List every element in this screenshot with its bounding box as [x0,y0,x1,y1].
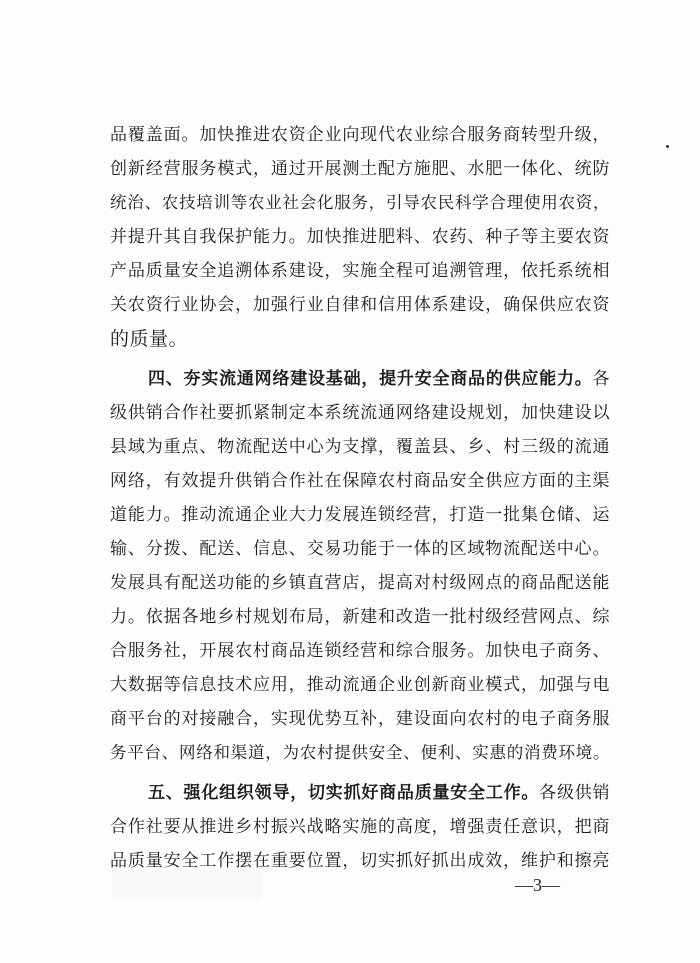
section-5-first-line [110,776,610,810]
section-4-line: 商平台的对接融合，实现优势互补，建设面向农村的电子商务服 [110,709,610,729]
section-4-line: 输、分拨、配送、信息、交易功能于一体的区域物流配送中心。 [110,539,610,559]
section-4-line: 县域为重点、物流配送中心为支撑，覆盖县、乡、村三级的流通 [110,437,610,457]
page-number: —3— [515,875,560,895]
section-4-first-tail: 各 [592,369,610,389]
section-5-first-tail: 各级供销 [539,783,611,803]
section-4-line: 网络，有效提升供销合作社在保障农村商品安全供应方面的主渠 [110,471,610,491]
paragraph-line: 产品质量安全追溯体系建设，实施全程可追溯管理，依托系统相 [110,261,610,281]
section-5-line: 合作社要从推进乡村振兴战略实施的高度，增强责任意识，把商 [110,817,610,837]
paragraph-line: 并提升其自我保护能力。加快推进肥料、农药、种子等主要农资 [110,227,610,247]
section-4-line: 务平台、网络和渠道，为农村提供安全、便利、实惠的消费环境。 [110,743,610,762]
paragraph-line: 统治、农技培训等农业社会化服务，引导农民科学合理使用农资， [110,193,610,212]
section-4-heading: 四、夯实流通网络建设基础，提升安全商品的供应能力。 [148,369,593,389]
paragraph-line: 关农资行业协会，加强行业自律和信用体系建设，确保供应农资 [110,295,610,315]
section-4-line: 发展具有配送功能的乡镇直营店，提高对村级网点的商品配送能 [110,573,610,593]
scan-speck [666,145,669,148]
section-5-line: 品质量安全工作摆在重要位置，切实抓好抓出成效，维护和擦亮 [110,851,610,871]
paragraph-line: 创新经营服务模式，通过开展测土配方施肥、水肥一体化、统防 [110,159,610,179]
document-body [110,118,610,878]
section-4-line: 级供销合作社要抓紧制定本系统流通网络建设规划，加快建设以 [110,403,610,423]
section-4-line: 道能力。推动流通企业大力发展连锁经营，打造一批集仓储、运 [110,505,610,525]
paragraph-line: 品覆盖面。加快推进农资企业向现代农业综合服务商转型升级， [110,125,610,145]
section-4-first-line [110,362,610,396]
paragraph-line: 的质量。 [110,328,189,350]
section-4-line: 合服务社，开展农村商品连锁经营和综合服务。加快电子商务、 [110,641,610,661]
section-4-line: 力。依据各地乡村规划布局，新建和改造一批村级经营网点、综 [110,607,610,627]
section-5-heading: 五、强化组织领导，切实抓好商品质量安全工作。 [148,783,540,803]
section-4-line: 大数据等信息技术应用，推动流通企业创新商业模式，加强与电 [110,675,610,695]
